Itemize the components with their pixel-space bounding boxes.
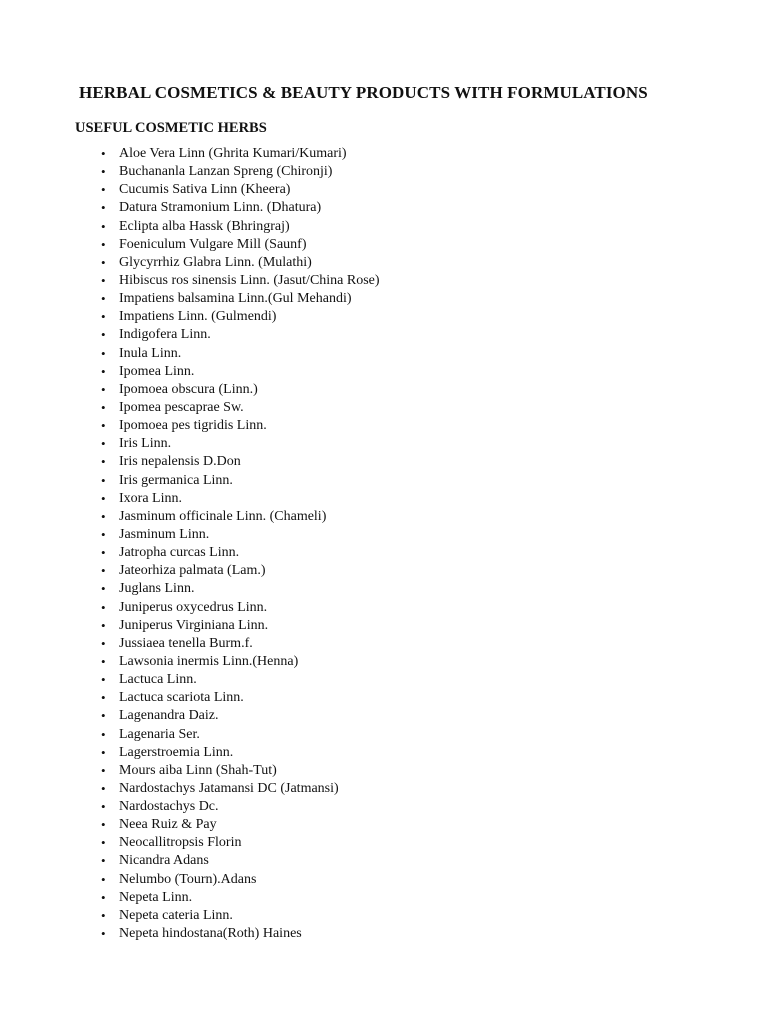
bullet-icon: •: [101, 345, 106, 361]
herb-name: Ipomea Linn.: [119, 363, 195, 379]
bullet-icon: •: [101, 454, 106, 470]
bullet-icon: •: [101, 599, 106, 615]
bullet-icon: •: [101, 744, 106, 760]
herb-name: Nicandra Adans: [119, 853, 209, 869]
herb-name: Jasminum Linn.: [119, 526, 210, 542]
herb-name: Juniperus oxycedrus Linn.: [119, 599, 268, 615]
herb-name: Lactuca Linn.: [119, 672, 197, 688]
herb-name: Iris Linn.: [119, 436, 172, 452]
bullet-icon: •: [101, 563, 106, 579]
bullet-icon: •: [101, 871, 106, 887]
bullet-icon: •: [101, 526, 106, 542]
herb-name: Neea Ruiz & Pay: [119, 817, 217, 833]
bullet-icon: •: [101, 200, 106, 216]
herb-name: Nepeta hindostana(Roth) Haines: [119, 926, 302, 942]
herb-name: Nardostachys Jatamansi DC (Jatmansi): [119, 780, 339, 796]
herb-name: Aloe Vera Linn (Ghrita Kumari/Kumari): [119, 146, 347, 161]
bullet-icon: •: [101, 436, 106, 452]
bullet-icon: •: [101, 726, 106, 742]
herb-name: Juniperus Virginiana Linn.: [119, 617, 269, 633]
herb-name: Ipomea pescaprae Sw.: [119, 399, 244, 415]
herb-name: Jatropha curcas Linn.: [119, 545, 240, 561]
bullet-icon: •: [101, 853, 106, 869]
herb-name: Ipomoea pes tigridis Linn.: [119, 418, 267, 434]
bullet-icon: •: [101, 672, 106, 688]
herb-name: Jateorhiza palmata (Lam.): [119, 563, 266, 579]
bullet-icon: •: [101, 309, 106, 325]
herb-name: Lagerstroemia Linn.: [119, 744, 234, 760]
herb-name: Lagenandra Daiz.: [119, 708, 219, 724]
herb-name: Lactuca scariota Linn.: [119, 690, 244, 706]
bullet-icon: •: [101, 327, 106, 343]
bullet-icon: •: [101, 817, 106, 833]
bullet-icon: •: [101, 363, 106, 379]
bullet-icon: •: [101, 690, 106, 706]
herb-name: Indigofera Linn.: [119, 327, 211, 343]
bullet-icon: •: [101, 545, 106, 561]
bullet-icon: •: [101, 780, 106, 796]
herb-name: Cucumis Sativa Linn (Kheera): [119, 182, 291, 198]
herb-name: Impatiens Linn. (Gulmendi): [119, 309, 277, 325]
herb-name: Mours aiba Linn (Shah-Tut): [119, 762, 277, 778]
herb-name: Jasminum officinale Linn. (Chameli): [119, 508, 327, 524]
bullet-icon: •: [101, 490, 106, 506]
bullet-icon: •: [101, 508, 106, 524]
herb-name: Impatiens balsamina Linn.(Gul Mehandi): [119, 291, 352, 307]
bullet-icon: •: [101, 218, 106, 234]
herb-name: Nepeta cateria Linn.: [119, 907, 233, 923]
bullet-icon: •: [101, 889, 106, 905]
bullet-icon: •: [101, 907, 106, 923]
bullet-icon: •: [101, 164, 106, 180]
bullet-icon: •: [101, 617, 106, 633]
bullet-icon: •: [101, 182, 106, 198]
bullet-icon: •: [101, 291, 106, 307]
herb-name: Iris germanica Linn.: [119, 472, 233, 488]
herb-name: Eclipta alba Hassk (Bhringraj): [119, 218, 290, 234]
bullet-icon: •: [101, 708, 106, 724]
herb-name: Buchananla Lanzan Spreng (Chironji): [119, 164, 333, 180]
bullet-icon: •: [101, 381, 106, 397]
herb-name: Glycyrrhiz Glabra Linn. (Mulathi): [119, 254, 312, 270]
herb-name: Lagenaria Ser.: [119, 726, 200, 742]
bullet-icon: •: [101, 236, 106, 252]
bullet-icon: •: [101, 926, 106, 942]
herb-name: Hibiscus ros sinensis Linn. (Jasut/China Rose): [119, 272, 380, 288]
herb-name: Ixora Linn.: [119, 490, 182, 506]
bullet-icon: •: [101, 146, 106, 161]
herb-name: Datura Stramonium Linn. (Dhatura): [119, 200, 322, 216]
document-title: HERBAL COSMETICS & BEAUTY PRODUCTS WITH FORMULATIONS: [79, 83, 648, 102]
bullet-icon: •: [101, 272, 106, 288]
herb-name: Foeniculum Vulgare Mill (Saunf): [119, 236, 307, 252]
herb-name: Ipomoea obscura (Linn.): [119, 381, 258, 397]
herb-name: Nepeta Linn.: [119, 889, 193, 905]
section-heading: USEFUL COSMETIC HERBS: [75, 120, 267, 136]
bullet-icon: •: [101, 581, 106, 597]
herb-name: Juglans Linn.: [119, 581, 195, 597]
bullet-icon: •: [101, 799, 106, 815]
bullet-icon: •: [101, 254, 106, 270]
herb-name: Lawsonia inermis Linn.(Henna): [119, 653, 299, 669]
bullet-icon: •: [101, 472, 106, 488]
bullet-icon: •: [101, 418, 106, 434]
herb-name: Neocallitropsis Florin: [119, 835, 242, 851]
herb-name: Nelumbo (Tourn).Adans: [119, 871, 257, 887]
herb-name: Inula Linn.: [119, 345, 182, 361]
herb-name: Jussiaea tenella Burm.f.: [119, 635, 253, 651]
bullet-icon: •: [101, 762, 106, 778]
herb-name: Iris nepalensis D.Don: [119, 454, 241, 470]
bullet-icon: •: [101, 399, 106, 415]
bullet-icon: •: [101, 835, 106, 851]
herb-name: Nardostachys Dc.: [119, 799, 219, 815]
bullet-icon: •: [101, 635, 106, 651]
bullet-icon: •: [101, 653, 106, 669]
